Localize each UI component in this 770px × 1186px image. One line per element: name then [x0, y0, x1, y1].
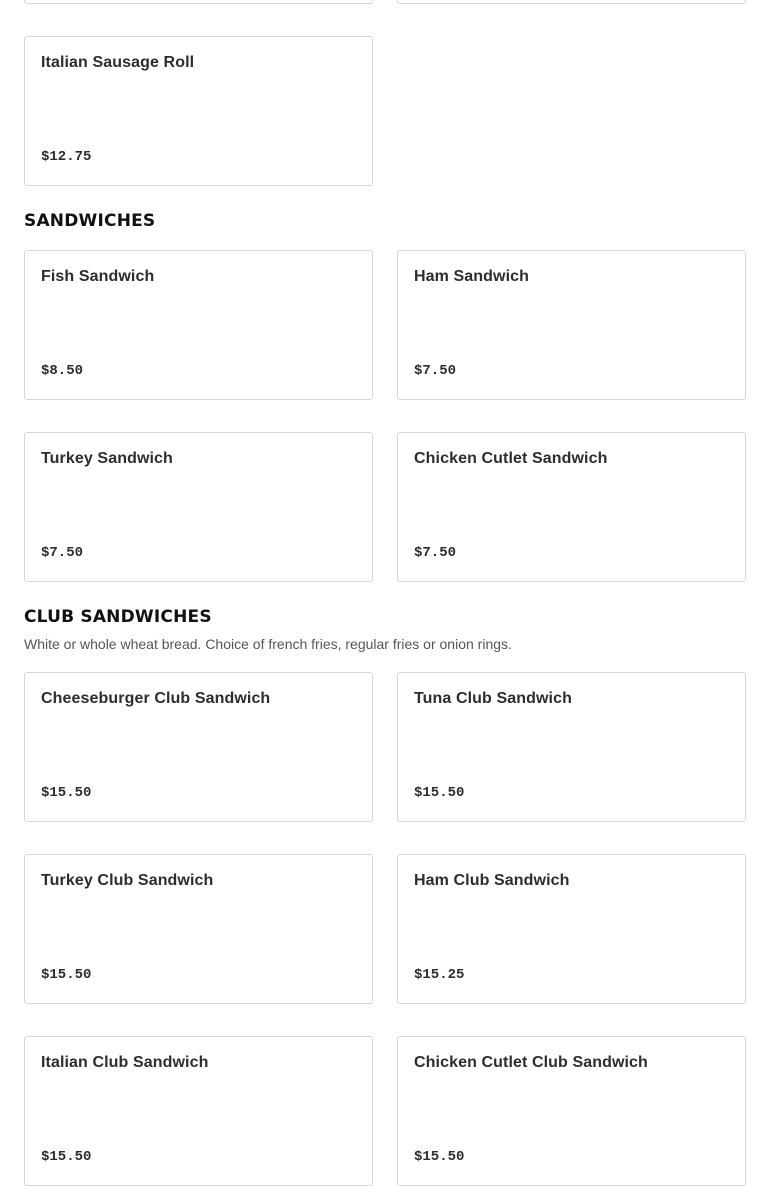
menu-item-card-partial[interactable] — [24, 0, 373, 4]
menu-item-name: Ham Club Sandwich — [414, 872, 570, 889]
section-title-sandwiches: SANDWICHES — [24, 211, 156, 231]
menu-item-card[interactable] — [397, 854, 746, 1004]
section-description: White or whole wheat bread. Choice of french fries, regular fries or onion rings. — [24, 636, 512, 652]
menu-item-card[interactable] — [397, 432, 746, 582]
menu-item-card[interactable] — [24, 1036, 373, 1186]
menu-item-name: Ham Sandwich — [414, 268, 530, 285]
menu-item-price: $8.50 — [41, 363, 84, 379]
menu-item-card[interactable] — [397, 250, 746, 400]
menu-item-price: $15.25 — [414, 967, 465, 983]
menu-item-price: $7.50 — [41, 545, 84, 561]
menu-item-name: Fish Sandwich — [41, 268, 155, 285]
menu-item-price: $15.50 — [414, 785, 465, 801]
section-title-club-sandwiches: CLUB SANDWICHES — [24, 607, 212, 627]
menu-item-price: $12.75 — [41, 149, 92, 165]
menu-item-card[interactable] — [24, 432, 373, 582]
menu-item-price: $15.50 — [41, 967, 92, 983]
menu-item-name: Turkey Club Sandwich — [41, 872, 214, 889]
menu-item-card[interactable] — [24, 854, 373, 1004]
menu-item-price: $15.50 — [414, 1149, 465, 1165]
menu-item-card[interactable] — [24, 250, 373, 400]
menu-item-price: $7.50 — [414, 363, 457, 379]
menu-item-name: Turkey Sandwich — [41, 450, 173, 467]
menu-item-name: Tuna Club Sandwich — [414, 690, 572, 707]
menu-item-name: Cheeseburger Club Sandwich — [41, 690, 271, 707]
menu-item-name: Italian Sausage Roll — [41, 54, 195, 71]
menu-item-card[interactable] — [24, 36, 373, 186]
menu-item-name: Chicken Cutlet Sandwich — [414, 450, 608, 467]
menu-item-name: Chicken Cutlet Club Sandwich — [414, 1054, 648, 1071]
menu-item-card-partial[interactable] — [397, 0, 746, 4]
menu-item-card[interactable] — [397, 672, 746, 822]
menu-item-card[interactable] — [397, 1036, 746, 1186]
menu-item-card[interactable] — [24, 672, 373, 822]
menu-item-price: $7.50 — [414, 545, 457, 561]
menu-item-price: $15.50 — [41, 785, 92, 801]
menu-item-price: $15.50 — [41, 1149, 92, 1165]
menu-item-name: Italian Club Sandwich — [41, 1054, 209, 1071]
